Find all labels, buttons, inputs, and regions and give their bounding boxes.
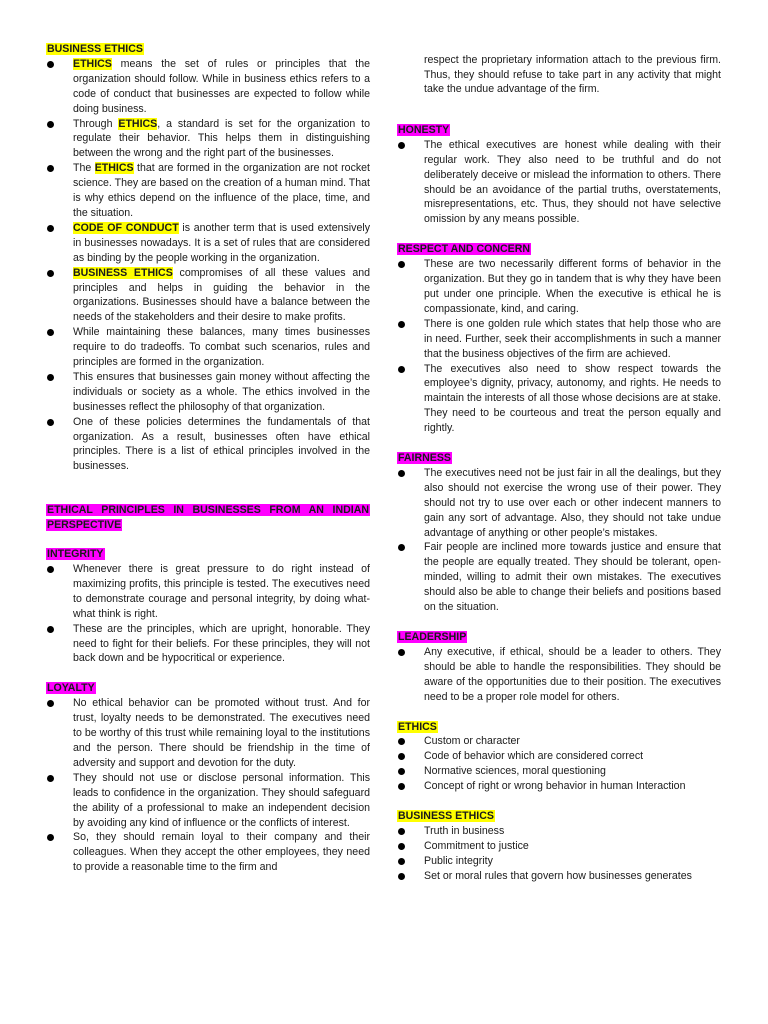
list-item: Fair people are inclined more towards justice and ensure that the people are equally treated. They should be tolerant, open-minded, willing to admit their own mistakes. The executives should also be able to change their beliefs and positions based on the situation. (397, 540, 721, 615)
list-item: Concept of right or wrong behavior in human Interaction (397, 779, 721, 794)
list-item: Public integrity (397, 854, 721, 869)
business-ethics-list (46, 57, 370, 474)
spacer (46, 474, 370, 489)
list-item: Any executive, if ethical, should be a leader to others. They should be able to handle the responsibilities. They should be aware of the opportunities due to their position. The executives need to be a proper role model for others. (397, 645, 721, 705)
heading-business-ethics: BUSINESS ETHICS (47, 43, 143, 55)
spacer (397, 794, 721, 809)
list-item: The executives need not be just fair in all the dealings, but they also should not exercise the wrong use of their power. They should not try to use over each or other indecent manners to gain any sort of advantage. Also, they should not take undue advantage of anything or other people’s mistakes. (397, 466, 721, 541)
spacer (397, 615, 721, 630)
spacer (46, 489, 370, 503)
list-item: There is one golden rule which states that help those who are in need. Further, seek their accomplishments in such a manner that the business objectives of the firm are achieved. (397, 317, 721, 362)
right-column (397, 42, 721, 884)
list-item: While maintaining these balances, many times businesses require to do tradeoffs. To combat such scenarios, rules and principles are formed in the organization. (46, 325, 370, 370)
heading-honesty: HONESTY (398, 123, 450, 136)
list-item: No ethical behavior can be promoted without trust. And for trust, loyalty needs to be demonstrated. The executives need to be worthy of this trust while remaining loyal to the institutions and the person. There should be friendship in the time of adversity and support and devotion for the duty. (46, 696, 370, 771)
heading-respect-and-concern: RESPECT AND CONCERN (398, 243, 531, 256)
list-item: Commitment to justice (397, 839, 721, 854)
respect-list (397, 257, 721, 436)
loyalty-continued-text: respect the proprietary information attach to the previous firm. Thus, they should refuse to take part in any activity that might take the undue advantage of the firm. (424, 53, 721, 96)
ethics-list (397, 734, 721, 794)
spacer (397, 227, 721, 242)
spacer (397, 436, 721, 451)
list-item: Normative sciences, moral questioning (397, 764, 721, 779)
heading-integrity: INTEGRITY (47, 548, 104, 561)
left-column (46, 42, 370, 875)
list-item: These are the principles, which are upright, honorable. They need to fight for their beliefs. For these principles, they will not back down and be hypocritical or experience. (46, 622, 370, 667)
heading-ethics: ETHICS (398, 720, 437, 733)
heading-indian-perspective: ETHICAL PRINCIPLES IN BUSINESSES FROM AN INDIAN PERSPECTIVE (47, 504, 369, 532)
heading-business-ethics-2: BUSINESS ETHICS (398, 810, 494, 823)
list-item: One of these policies determines the fundamentals of that organization. As a result, businesses often have ethical principles. There is a list of ethical principles involved in the businesses. (46, 415, 370, 475)
list-item: CODE OF CONDUCT is another term that is used extensively in businesses nowadays. It is a set of rules that are considered as binding by the people working in the organization. (46, 221, 370, 266)
list-item: BUSINESS ETHICS compromises of all these values and principles and helps in guiding the behavior in the organizations. Businesses should have a balance between the needs of the stakeholders and their desire to make profits. (46, 266, 370, 326)
list-item: The ETHICS that are formed in the organization are not rocket science. They are based on the creation of a human mind. That is why ethics depend on the influence of the place, time, and the situation. (46, 161, 370, 221)
list-item: Custom or character (397, 734, 721, 749)
list-item: Code of behavior which are considered correct (397, 749, 721, 764)
honesty-list (397, 138, 721, 227)
heading-leadership: LEADERSHIP (398, 631, 467, 643)
list-item: Whenever there is great pressure to do right instead of maximizing profits, this principle is tested. The executives need to demonstrate courage and personal integrity, by doing what-what think is right. (46, 562, 370, 622)
list-item: These are two necessarily different forms of behavior in the organization. But they go in tandem that is why they have been put under one principle. When the executive is ethical he is compassionate, kind, and caring. (397, 257, 721, 317)
heading-loyalty: LOYALTY (47, 682, 95, 695)
integrity-list (46, 562, 370, 666)
spacer (46, 666, 370, 681)
spacer (46, 533, 370, 547)
list-item: ETHICS means the set of rules or principles that the organization should follow. While in business ethics refers to a code of conduct that businesses are expected to follow while doing business. (46, 57, 370, 117)
list-item: So, they should remain loyal to their company and their colleagues. When they accept the other employees, they need to provide a reasonable time to the firm and (46, 830, 370, 875)
list-item: Truth in business (397, 824, 721, 839)
business-ethics-2-list (397, 824, 721, 884)
list-item: The executives also need to show respect towards the employee’s dignity, privacy, autonomy, and rights. He needs to maintain the interests of all those whose decisions are at stake. They need to be courteous and treat the person equally and rightly. (397, 362, 721, 437)
list-item: The ethical executives are honest while dealing with their regular work. They also need to be truthful and do not deliberately deceive or mislead the information to others. There should be an avoidance of the partial truths, overstatements, misrepresentations, etc. Thus, they should not have selective omission by any means possible. (397, 138, 721, 227)
list-item: Through ETHICS, a standard is set for the organization to regulate their behavior. This helps them in distinguishing between the wrong and the right part of the businesses. (46, 117, 370, 162)
leadership-list (397, 645, 721, 705)
list-item: This ensures that businesses gain money without affecting the individuals or society as a whole. The ethics involved in the businesses reflect the philosophy of that organization. (46, 370, 370, 415)
spacer (397, 705, 721, 720)
spacer (397, 108, 721, 123)
list-item: Set or moral rules that govern how businesses generates (397, 869, 721, 884)
list-item: They should not use or disclose personal information. This leads to confidence in the organization. They should safeguard the ability of a professional to make an independent decision by avoiding any kind of influence or the conflicts of interest. (46, 771, 370, 831)
fairness-list (397, 466, 721, 615)
loyalty-list (46, 696, 370, 875)
heading-fairness: FAIRNESS (398, 452, 451, 465)
